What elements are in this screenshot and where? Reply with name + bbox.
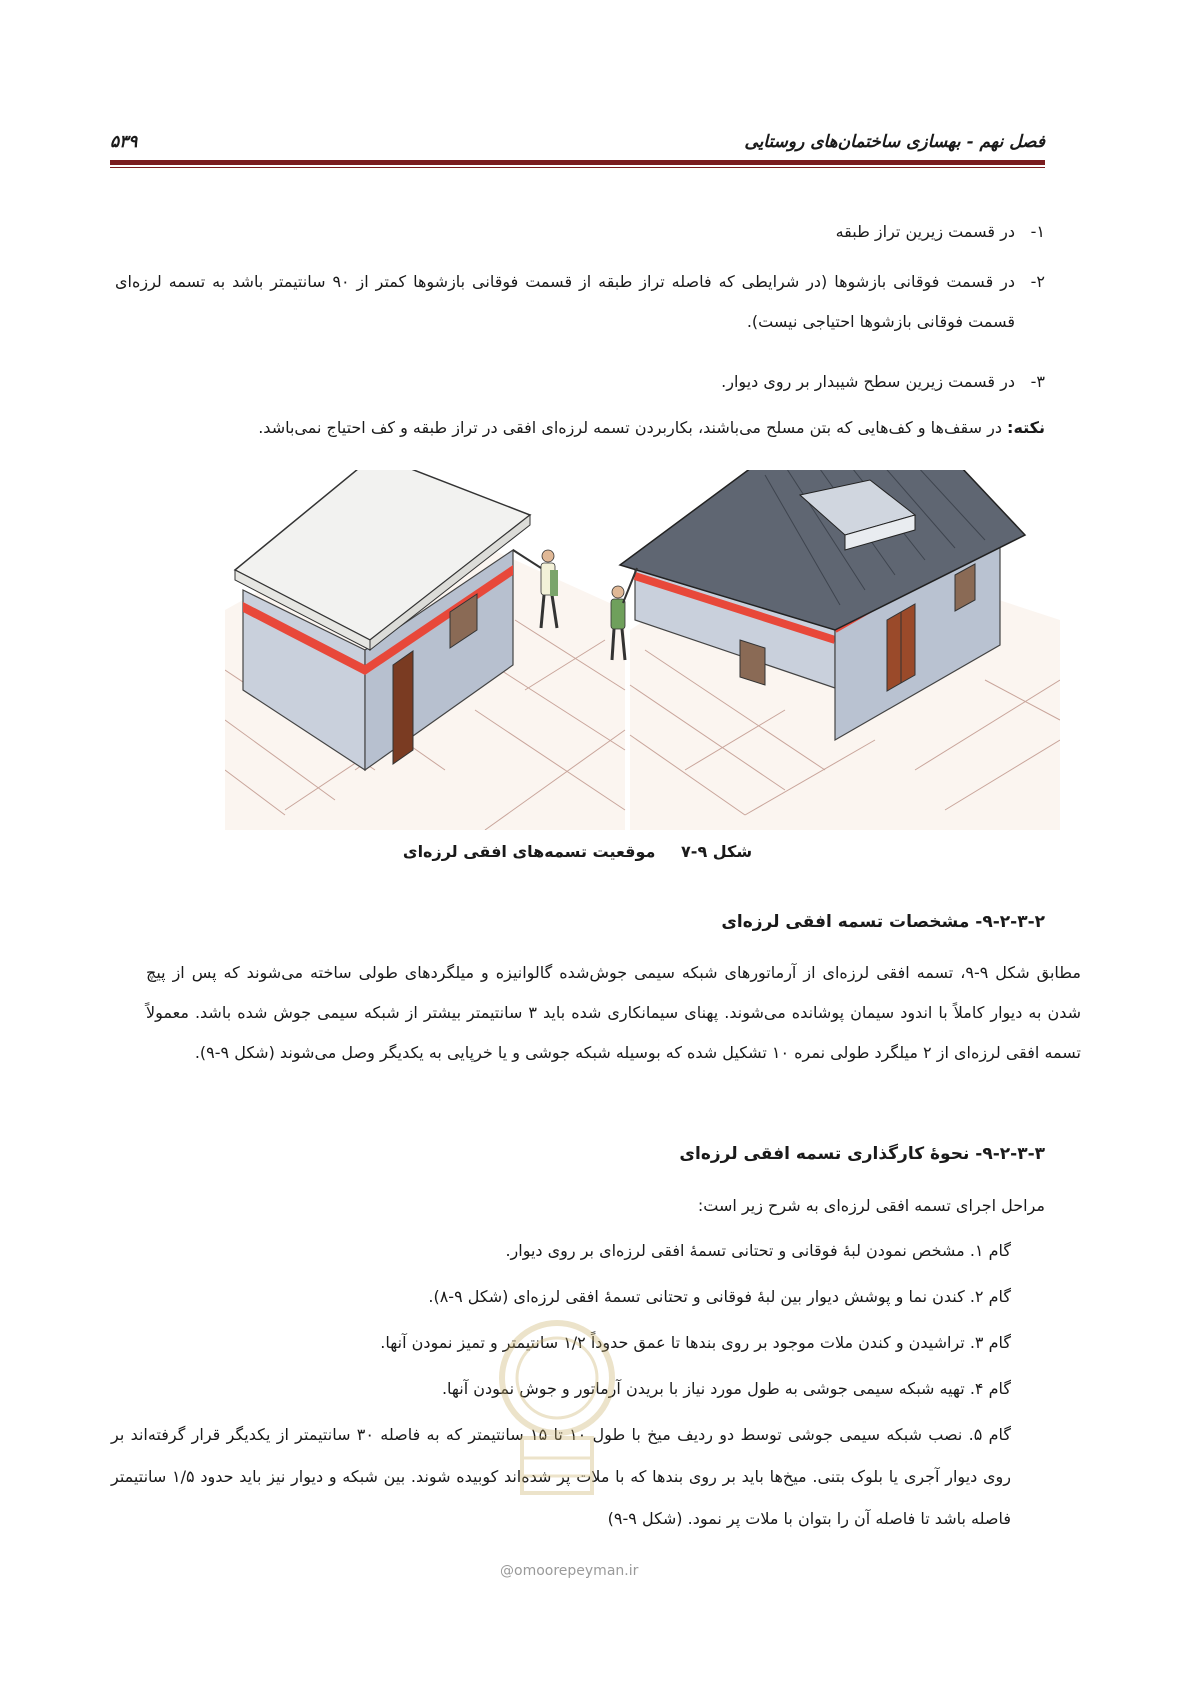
section-intro: مراحل اجرای تسمه افقی لرزه‌ای به شرح زیر است: xyxy=(697,1196,1045,1215)
list-item xyxy=(115,362,1045,402)
chapter-title: فصل نهم - بهسازی ساختمان‌های روستایی xyxy=(744,132,1045,152)
list-number: ۳- xyxy=(1030,372,1045,391)
step-item: گام ۴. تهیه شبکه سیمی جوشی به طول مورد نیاز با بریدن آرماتور و جوش نمودن آنها. xyxy=(441,1379,1011,1398)
page-header xyxy=(110,128,1045,158)
watermark-url: @omoorepeyman.ir xyxy=(500,1563,639,1579)
step-item: گام ۱. مشخص نمودن لبهٔ فوقانی و تحتانی تسمهٔ افقی لرزه‌ای بر روی دیوار. xyxy=(505,1241,1011,1260)
page-number: ۵۳۹ xyxy=(110,132,138,152)
section-heading: ۹-۲-۳-۳- نحوهٔ کارگذاری تسمه افقی لرزه‌ای xyxy=(679,1144,1045,1164)
step-item: گام ۳. تراشیدن و کندن ملات موجود بر روی بندها تا عمق حدوداً ۱/۲ سانتیمتر و تمیز نمودن آنها. xyxy=(380,1333,1011,1352)
note-paragraph xyxy=(175,408,1045,448)
list-text: در قسمت فوقانی بازشوها (در شرایطی که فاصله تراز طبقه از قسمت فوقانی بازشوها کمتر از ۹۰ سانتیمتر باشد به تسمه لرزه‌ای قسمت فوقانی بازشوها احتیاجی نیست). xyxy=(115,272,1015,331)
section-heading: ۹-۲-۳-۲- مشخصات تسمه افقی لرزه‌ای xyxy=(721,912,1045,932)
list-text: در قسمت زیرین سطح شیبدار بر روی دیوار. xyxy=(721,372,1015,391)
note-label: نکته: xyxy=(1007,418,1045,437)
header-rule-thick xyxy=(110,160,1045,165)
note-text: در سقف‌ها و کف‌هایی که بتن مسلح می‌باشند، بکاربردن تسمه لرزه‌ای افقی در تراز طبقه و کف احتیاج نمی‌باشد. xyxy=(258,418,1002,437)
figure-caption xyxy=(110,842,1045,861)
list-number: ۲- xyxy=(1030,272,1045,291)
gable-roof-house-illustration xyxy=(611,470,1060,830)
figure-houses xyxy=(225,470,1060,830)
step-item: گام ۵. نصب شبکه سیمی جوشی توسط دو ردیف میخ با طول ۱۰ تا ۱۵ سانتیمتر که به فاصله ۳۰ سانتیمتر از یکدیگر قرار گرفته‌اند بر روی دیوار آجری یا بلوک بتنی. میخ‌ها باید بر روی بندها که با ملات پر شده‌اند کوبیده شوند. بین شبکه و دیوار نیز باید حدود ۱/۵ سانتیمتر فاصله باشد تا فاصله آن را بتوان با ملات پر نمود. (شکل ۹-۹) xyxy=(111,1425,1012,1528)
step-item: گام ۲. کندن نما و پوشش دیوار بین لبهٔ فوقانی و تحتانی تسمهٔ افقی لرزه‌ای (شکل ۹-۸). xyxy=(428,1287,1011,1306)
list-number: ۱- xyxy=(1030,222,1045,241)
figure-title: موقعیت تسمه‌های افقی لرزه‌ای xyxy=(402,842,656,861)
section-paragraph: مطابق شکل ۹-۹، تسمه افقی لرزه‌ای از آرماتورهای شبکه سیمی جوش‌شده گالوانیزه و میلگردهای طولی ساخته می‌شوند که پس از پیچ شدن به دیوار کاملاً با اندود سیمان پوشانده می‌شوند. پهنای سیمانکاری شده باید ۳ سانتیمتر بیشتر از شبکه سیمی جوش شده باشد. معمولاً تسمه افقی لرزه‌ای از ۲ میلگرد طولی نمره ۱۰ تشکیل شده که بوسیله شبکه جوشی و یا خرپایی به یکدیگر وصل می‌شوند (شکل ۹-۹). xyxy=(146,963,1081,1062)
list-item xyxy=(115,262,1045,342)
list-text: در قسمت زیرین تراز طبقه xyxy=(835,222,1015,241)
figure-number: شکل ۹-۷ xyxy=(681,842,753,861)
watermark-seal-icon xyxy=(497,1318,617,1518)
flat-roof-house-illustration xyxy=(225,470,625,830)
header-rule-thin xyxy=(110,167,1045,168)
list-item xyxy=(115,212,1045,252)
